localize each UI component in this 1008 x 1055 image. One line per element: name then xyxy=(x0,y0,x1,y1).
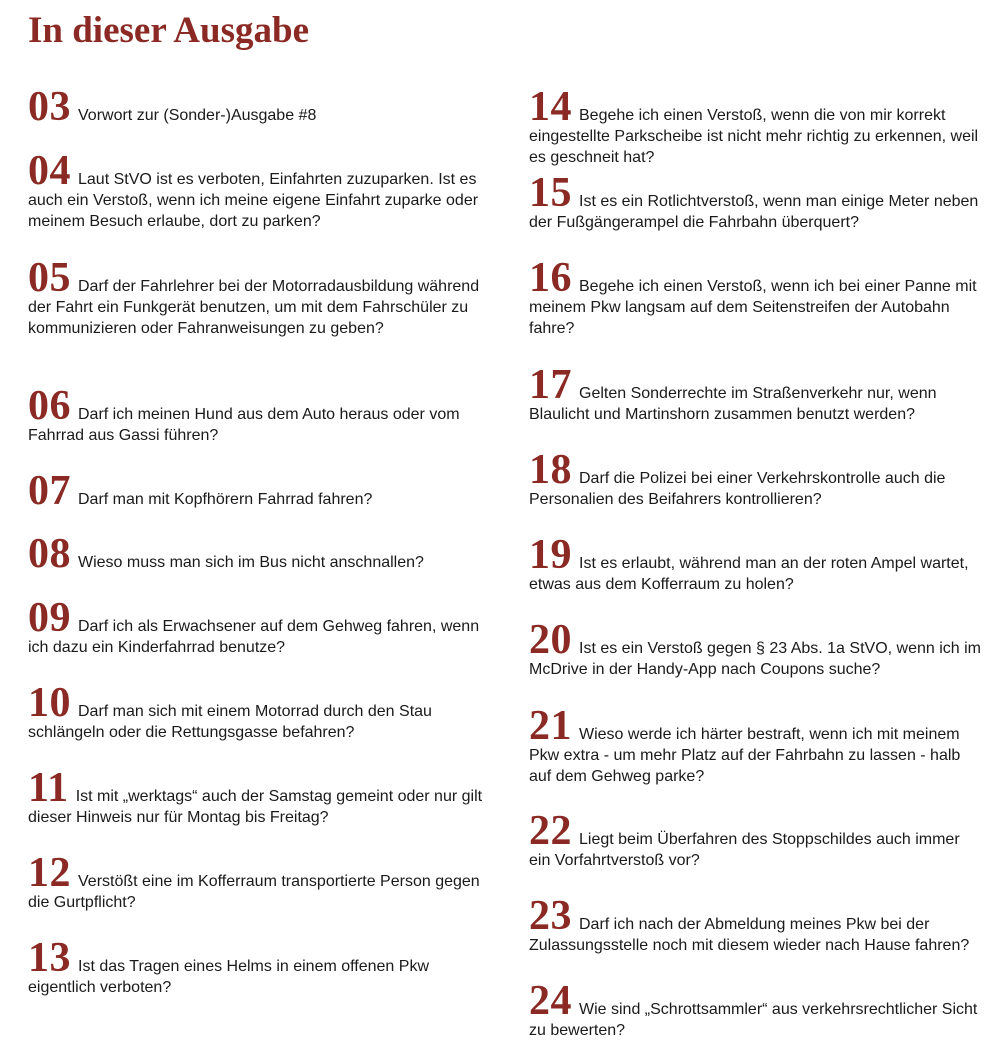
page-number: 03 xyxy=(28,84,71,130)
page-number: 24 xyxy=(529,978,572,1024)
page-number: 13 xyxy=(28,935,71,981)
toc-entry-20[interactable] xyxy=(529,617,981,680)
page-number: 08 xyxy=(28,531,71,577)
toc-entry-10[interactable] xyxy=(28,680,490,743)
page-number: 07 xyxy=(28,468,71,514)
toc-entry-14[interactable] xyxy=(529,84,981,168)
toc-entry-04[interactable] xyxy=(28,148,490,232)
page-number: 19 xyxy=(529,532,572,578)
page-number: 04 xyxy=(28,148,71,194)
entry-text: Darf man mit Kopfhörern Fahrrad fahren? xyxy=(78,491,373,508)
toc-entry-21[interactable] xyxy=(529,703,981,787)
entry-text: Liegt beim Überfahren des Stoppschildes auch immer ein Vorfahrtverstoß vor? xyxy=(529,831,960,869)
entry-text: Gelten Sonderrechte im Straßenverkehr nur, wenn Blaulicht und Martinshorn zusammen benutzt werden? xyxy=(529,385,937,423)
toc-entry-12[interactable] xyxy=(28,850,490,913)
toc-entry-11[interactable] xyxy=(28,765,490,828)
page-title: In dieser Ausgabe xyxy=(28,10,309,51)
entry-text: Darf ich nach der Abmeldung meines Pkw bei der Zulassungsstelle noch mit diesem wieder nach Hause fahren? xyxy=(529,916,970,954)
toc-entry-24[interactable] xyxy=(529,978,981,1041)
page-number: 22 xyxy=(529,808,572,854)
entry-text: Ist das Tragen eines Helms in einem offenen Pkw eigentlich verboten? xyxy=(28,958,429,996)
toc-entry-06[interactable] xyxy=(28,383,490,446)
toc-entry-09[interactable] xyxy=(28,595,490,658)
toc-entry-13[interactable] xyxy=(28,935,490,998)
entry-text: Ist es erlaubt, während man an der roten Ampel wartet, etwas aus dem Kofferraum zu holen? xyxy=(529,555,969,593)
entry-text: Darf man sich mit einem Motorrad durch den Stau schlängeln oder die Rettungsgasse befahren? xyxy=(28,703,432,741)
entry-text: Ist es ein Verstoß gegen § 23 Abs. 1a StVO, wenn ich im McDrive in der Handy-App nach Coupons suche? xyxy=(529,640,981,678)
entry-text: Vorwort zur (Sonder-)Ausgabe #8 xyxy=(78,107,317,124)
page-number: 23 xyxy=(529,893,572,939)
toc-entry-07[interactable] xyxy=(28,468,490,514)
entry-text: Begehe ich einen Verstoß, wenn ich bei einer Panne mit meinem Pkw langsam auf dem Seitenstreifen der Autobahn fahre? xyxy=(529,278,977,337)
entry-text: Wie sind „Schrottsammler“ aus verkehrsrechtlicher Sicht zu bewerten? xyxy=(529,1001,978,1039)
entry-text: Laut StVO ist es verboten, Einfahrten zuzuparken. Ist es auch ein Verstoß, wenn ich meine eigene Einfahrt zuparke oder meinem Besuch erlaube, dort zu parken? xyxy=(28,171,479,230)
page-number: 14 xyxy=(529,84,572,130)
toc-entry-08[interactable] xyxy=(28,531,490,577)
entry-text: Ist es ein Rotlichtverstoß, wenn man einige Meter neben der Fußgängerampel die Fahrbahn überquert? xyxy=(529,193,979,231)
page-number: 05 xyxy=(28,255,71,301)
toc-entry-16[interactable] xyxy=(529,255,981,339)
toc-entry-03[interactable] xyxy=(28,84,490,130)
entry-text: Wieso muss man sich im Bus nicht anschnallen? xyxy=(78,554,424,571)
page-number: 06 xyxy=(28,383,71,429)
entry-text: Darf der Fahrlehrer bei der Motorradausbildung während der Fahrt ein Funkgerät benutzen, um mit dem Fahrschüler zu kommunizieren oder Fahranweisungen zu geben? xyxy=(28,278,480,337)
page-number: 09 xyxy=(28,595,71,641)
entry-text: Ist mit „werktags“ auch der Samstag gemeint oder nur gilt dieser Hinweis nur für Montag bis Freitag? xyxy=(28,788,483,826)
toc-entry-17[interactable] xyxy=(529,362,981,425)
page-number: 17 xyxy=(529,362,572,408)
entry-text: Begehe ich einen Verstoß, wenn die von mir korrekt eingestellte Parkscheibe ist nicht mehr richtig zu erkennen, weil es geschneit hat? xyxy=(529,107,979,166)
page-number: 21 xyxy=(529,703,572,749)
toc-entry-23[interactable] xyxy=(529,893,981,956)
toc-entry-22[interactable] xyxy=(529,808,981,871)
toc-entry-19[interactable] xyxy=(529,532,981,595)
page-number: 11 xyxy=(28,765,69,811)
page-number: 10 xyxy=(28,680,71,726)
page-number: 15 xyxy=(529,170,572,216)
entry-text: Darf ich als Erwachsener auf dem Gehweg fahren, wenn ich dazu ein Kinderfahrrad benutze? xyxy=(28,618,480,656)
entry-text: Darf die Polizei bei einer Verkehrskontrolle auch die Personalien des Beifahrers kontrollieren? xyxy=(529,470,946,508)
toc-entry-18[interactable] xyxy=(529,447,981,510)
page-number: 18 xyxy=(529,447,572,493)
entry-text: Darf ich meinen Hund aus dem Auto heraus oder vom Fahrrad aus Gassi führen? xyxy=(28,406,460,444)
toc-entry-05[interactable] xyxy=(28,255,490,339)
page-number: 20 xyxy=(529,617,572,663)
entry-text: Wieso werde ich härter bestraft, wenn ich mit meinem Pkw extra - um mehr Platz auf der Fahrbahn zu lassen - halb auf dem Gehweg parke? xyxy=(529,726,961,785)
page-number: 12 xyxy=(28,850,71,896)
toc-entry-15[interactable] xyxy=(529,170,981,233)
page-number: 16 xyxy=(529,255,572,301)
entry-text: Verstößt eine im Kofferraum transportierte Person gegen die Gurtpflicht? xyxy=(28,873,480,911)
